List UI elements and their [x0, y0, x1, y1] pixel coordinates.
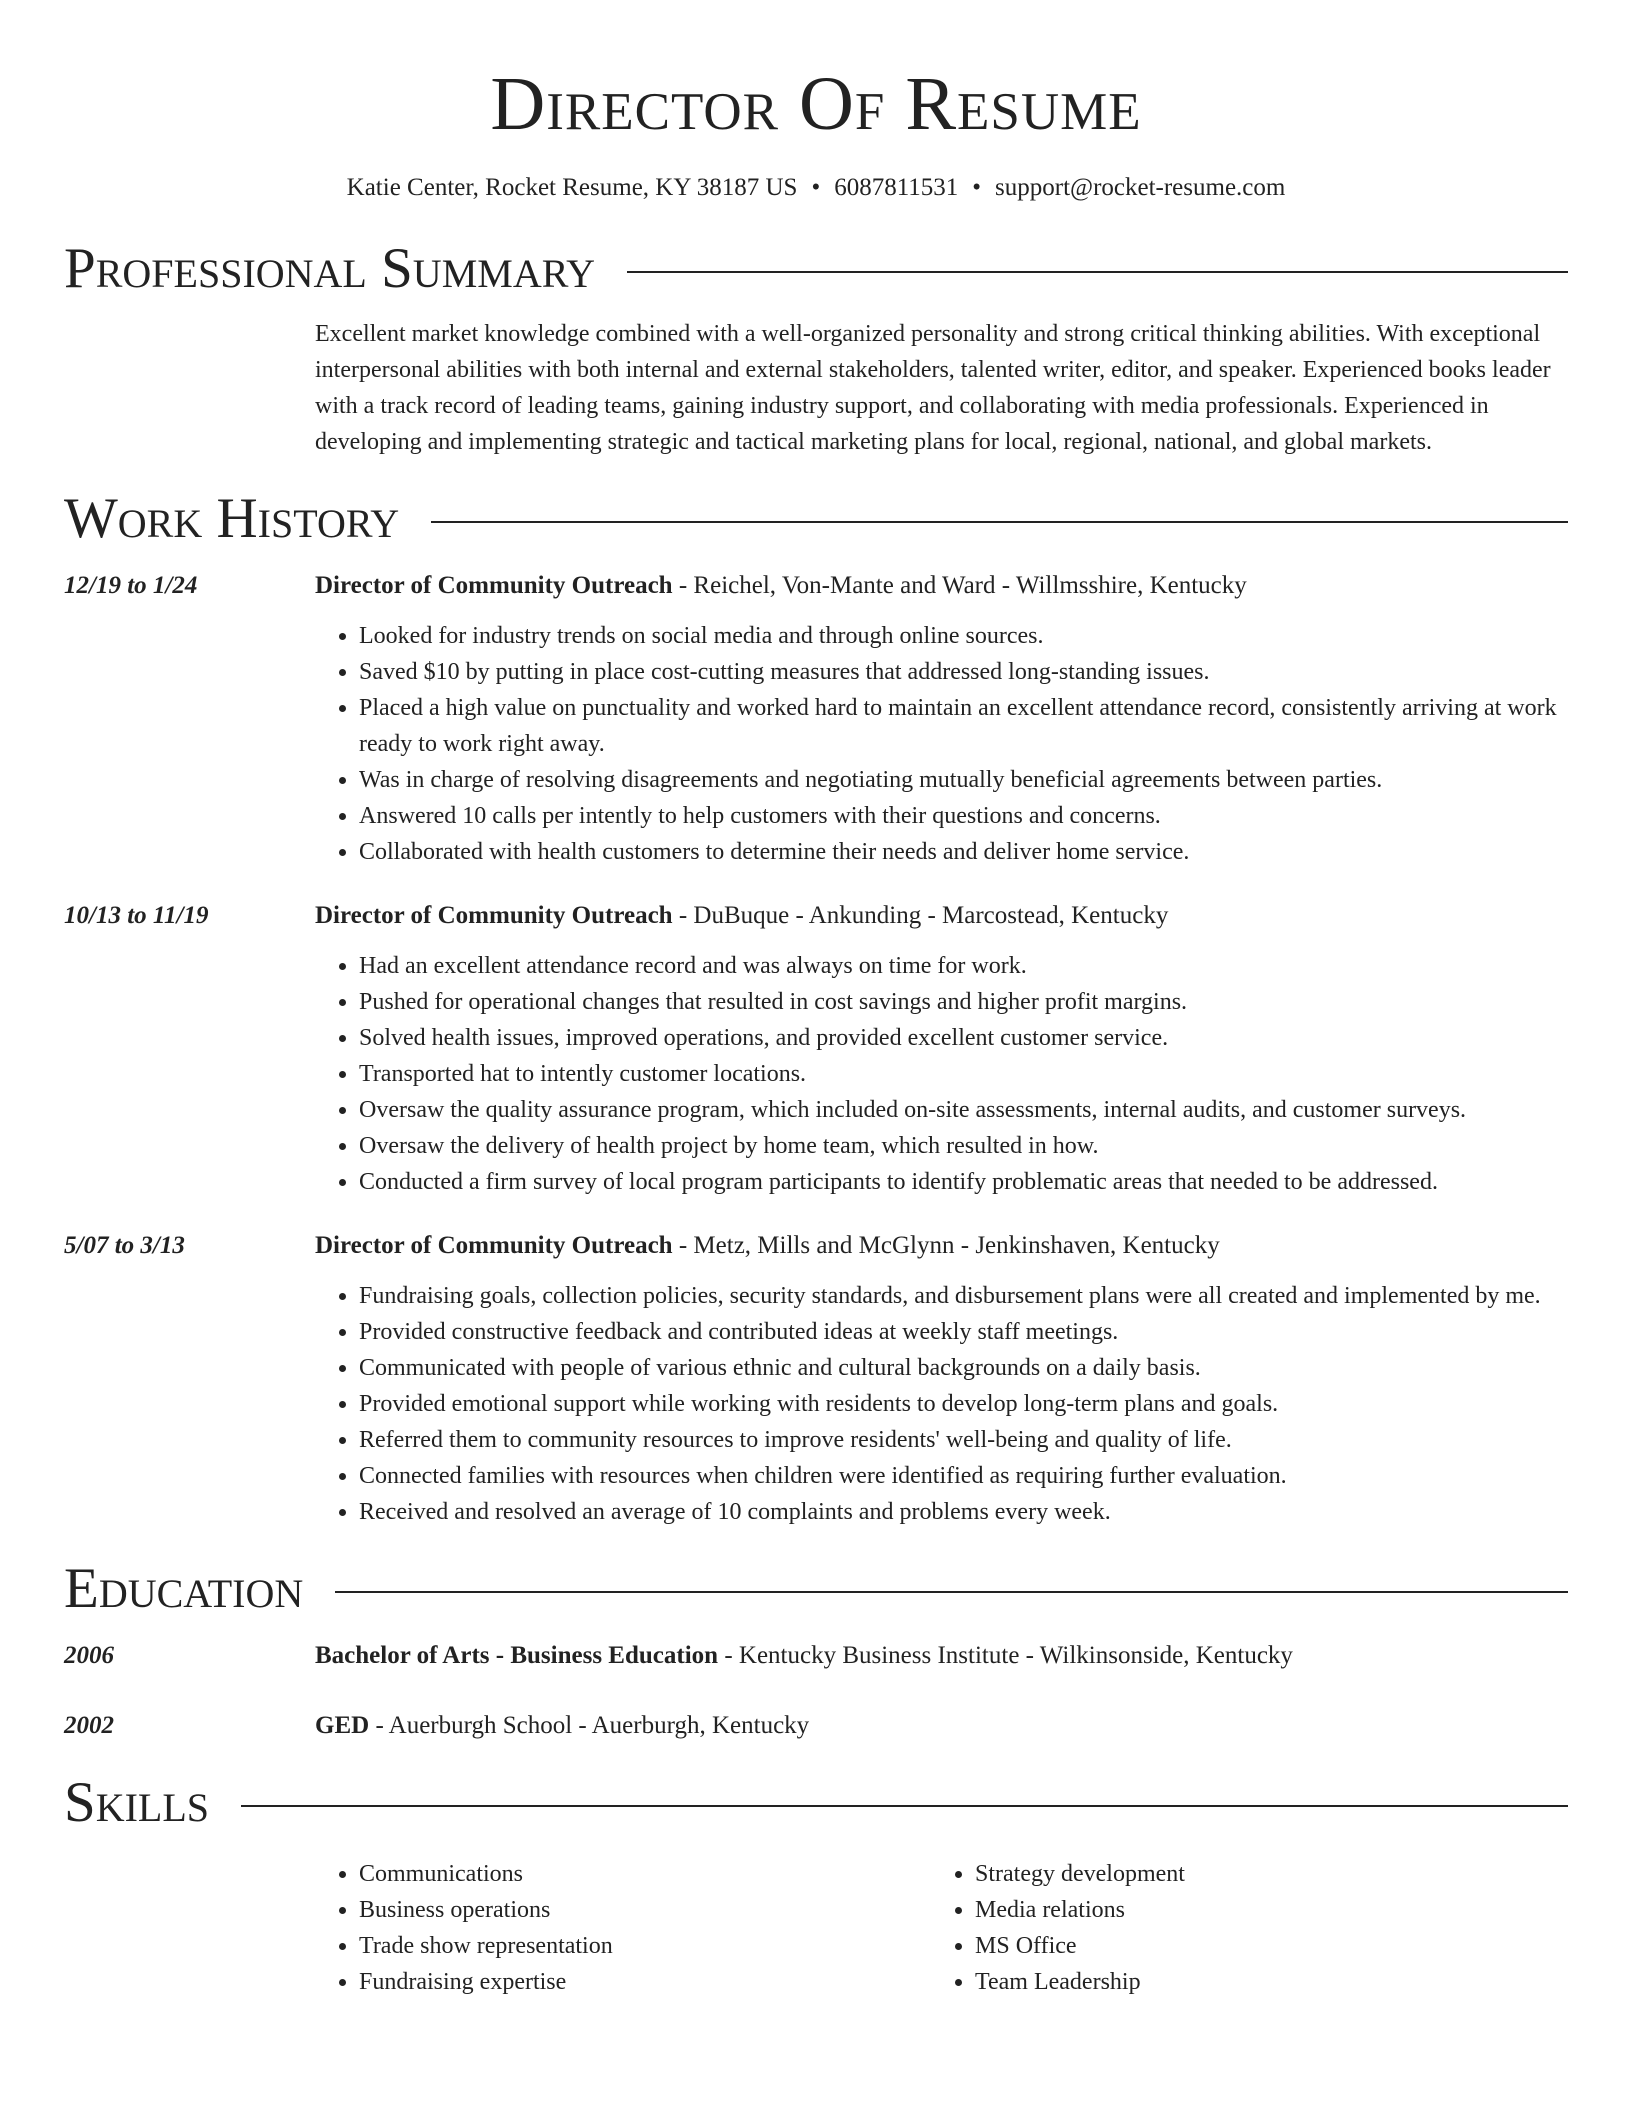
job-bullets [315, 1278, 1568, 1530]
contact-line [64, 174, 1568, 202]
skills-list [315, 1856, 1568, 2000]
job-bullet: • Solved health issues, improved operations, and provided excellent customer service. [359, 1020, 1568, 1056]
skills-column-left [315, 1856, 931, 2000]
skill-item: • MS Office [975, 1928, 1547, 1964]
education-details: - Kentucky Business Institute - Wilkinsonside, Kentucky [718, 1642, 1293, 1669]
job-bullet: • Referred them to community resources to improve residents' well-being and quality of life. [359, 1422, 1568, 1458]
contact-separator: • [811, 174, 821, 201]
job-bullet: • Oversaw the quality assurance program, which included on-site assessments, internal audits, and customer surveys. [359, 1092, 1568, 1128]
skill-item: • Fundraising expertise [359, 1964, 931, 2000]
job-bullet: • Provided constructive feedback and contributed ideas at weekly staff meetings. [359, 1314, 1568, 1350]
job-title: Director of Community Outreach [315, 1232, 673, 1259]
education-entry [64, 1638, 1568, 1674]
education-line [315, 1708, 809, 1744]
summary-section-header [64, 234, 1568, 304]
job-details: - Metz, Mills and McGlynn - Jenkinshaven, Kentucky [672, 1232, 1220, 1259]
job-body [315, 898, 1568, 1200]
job-bullet: • Received and resolved an average of 10 complaints and problems every week. [359, 1494, 1568, 1530]
skill-item: • Strategy development [975, 1856, 1547, 1892]
contact-phone: 6087811531 [834, 174, 959, 201]
job-bullet: • Conducted a firm survey of local program participants to identify problematic areas that needed to be addressed. [359, 1164, 1568, 1200]
skill-item: • Trade show representation [359, 1928, 931, 1964]
job-bullet: • Had an excellent attendance record and was always on time for work. [359, 948, 1568, 984]
job-bullet: • Saved $10 by putting in place cost-cutting measures that addressed long-standing issues. [359, 654, 1568, 690]
job-bullet: • Was in charge of resolving disagreements and negotiating mutually beneficial agreements between parties. [359, 762, 1568, 798]
job-title: Director of Community Outreach [315, 902, 673, 929]
job-title-line [315, 568, 1568, 604]
skill-item: • Team Leadership [975, 1964, 1547, 2000]
job-bullet: • Fundraising goals, collection policies, security standards, and disbursement plans were all created and implemented by me. [359, 1278, 1568, 1314]
job-bullet: • Provided emotional support while working with residents to develop long-term plans and goals. [359, 1386, 1568, 1422]
education-heading: Education [64, 1557, 304, 1620]
work-section-header [64, 484, 1568, 554]
job-title-line [315, 1228, 1568, 1264]
contact-separator: • [972, 174, 982, 201]
job-entry [64, 568, 1568, 870]
job-bullet: • Communicated with people of various ethnic and cultural backgrounds on a daily basis. [359, 1350, 1568, 1386]
job-entry [64, 1228, 1568, 1530]
job-bullets [315, 948, 1568, 1200]
job-bullet: • Answered 10 calls per intently to help customers with their questions and concerns. [359, 798, 1568, 834]
job-dates: 5/07 to 3/13 [64, 1232, 185, 1259]
skill-item: • Business operations [359, 1892, 931, 1928]
job-details: - Reichel, Von-Mante and Ward - Willmsshire, Kentucky [672, 572, 1247, 599]
job-entry [64, 898, 1568, 1200]
education-degree: Bachelor of Arts - Business Education [315, 1642, 719, 1669]
education-entry [64, 1708, 1568, 1744]
job-body [315, 568, 1568, 870]
job-bullet: • Looked for industry trends on social media and through online sources. [359, 618, 1568, 654]
contact-address: Katie Center, Rocket Resume, KY 38187 US [346, 174, 798, 201]
skills-column-right [931, 1856, 1547, 2000]
job-bullet: • Pushed for operational changes that resulted in cost savings and higher profit margins. [359, 984, 1568, 1020]
skill-item: • Communications [359, 1856, 931, 1892]
job-bullet: • Placed a high value on punctuality and worked hard to maintain an excellent attendance record, consistently arriving at work ready to work right away. [359, 690, 1568, 762]
job-dates: 10/13 to 11/19 [64, 902, 209, 929]
contact-email: support@rocket-resume.com [995, 174, 1286, 201]
education-degree: GED [315, 1712, 370, 1739]
job-bullet: • Transported hat to intently customer locations. [359, 1056, 1568, 1092]
resume-name: Director Of Resume [490, 62, 1142, 146]
skills-section-header [64, 1768, 1568, 1838]
section-divider [431, 521, 1568, 523]
job-bullet: • Oversaw the delivery of health project by home team, which resulted in how. [359, 1128, 1568, 1164]
job-details: - DuBuque - Ankunding - Marcostead, Kentucky [672, 902, 1169, 929]
education-year: 2002 [64, 1712, 114, 1739]
job-bullets [315, 618, 1568, 870]
job-title-line [315, 898, 1568, 934]
summary-text: Excellent market knowledge combined with a well-organized personality and strong critical thinking abilities. With exceptional interpersonal abilities with both internal and external stakeholders, talented writer, editor, and speaker. Experienced books leader with a track record of leading teams, gaining industry support, and collaborating with media professionals. Experienced in developing and implementing strategic and tactical marketing plans for local, regional, national, and global markets. [315, 321, 1551, 455]
job-bullet: • Connected families with resources when children were identified as requiring further evaluation. [359, 1458, 1568, 1494]
job-bullet: • Collaborated with health customers to determine their needs and deliver home service. [359, 834, 1568, 870]
job-title: Director of Community Outreach [315, 572, 673, 599]
education-line [315, 1638, 1293, 1674]
summary-heading: Professional Summary [64, 237, 596, 300]
education-section-header [64, 1554, 1568, 1624]
skill-item: • Media relations [975, 1892, 1547, 1928]
section-divider [335, 1591, 1568, 1593]
job-dates: 12/19 to 1/24 [64, 572, 198, 599]
skills-heading: Skills [64, 1771, 210, 1834]
education-details: - Auerburgh School - Auerburgh, Kentucky [369, 1712, 810, 1739]
section-divider [241, 1805, 1568, 1807]
education-year: 2006 [64, 1642, 114, 1669]
section-divider [627, 271, 1568, 273]
job-body [315, 1228, 1568, 1530]
work-heading: Work History [64, 487, 400, 550]
